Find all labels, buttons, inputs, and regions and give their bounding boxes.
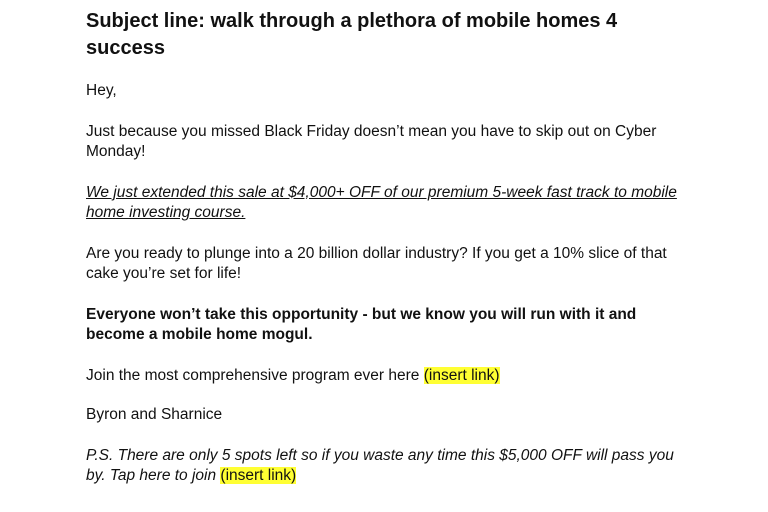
join-insert-link[interactable]: (insert link)	[423, 366, 500, 384]
signature: Byron and Sharnice	[86, 406, 223, 423]
ps-text: P.S. There are only 5 spots left so if you waste any time this $5,000 OFF will pass you by. Tap here to join	[86, 446, 674, 484]
greeting: Hey,	[86, 82, 117, 99]
subject-line: Subject line: walk through a plethora of mobile homes 4 success	[86, 10, 618, 59]
cyber-monday-paragraph: Just because you missed Black Friday doesn’t mean you have to skip out on Cyber Monday!	[86, 122, 657, 160]
sale-paragraph: We just extended this sale at $4,000+ OFF of our premium 5-week fast track to mobile home investing course.	[86, 183, 677, 221]
mogul-paragraph: Everyone won’t take this opportunity - but we know you will run with it and become a mobile home mogul.	[86, 305, 637, 343]
email-document	[86, 0, 686, 487]
join-paragraph	[86, 366, 686, 387]
join-text: Join the most comprehensive program ever here	[86, 366, 424, 384]
ps-insert-link[interactable]: (insert link)	[220, 467, 297, 484]
ps-paragraph	[86, 446, 686, 487]
industry-paragraph: Are you ready to plunge into a 20 billion dollar industry? If you get a 10% slice of that cake you’re set for life!	[86, 244, 667, 282]
